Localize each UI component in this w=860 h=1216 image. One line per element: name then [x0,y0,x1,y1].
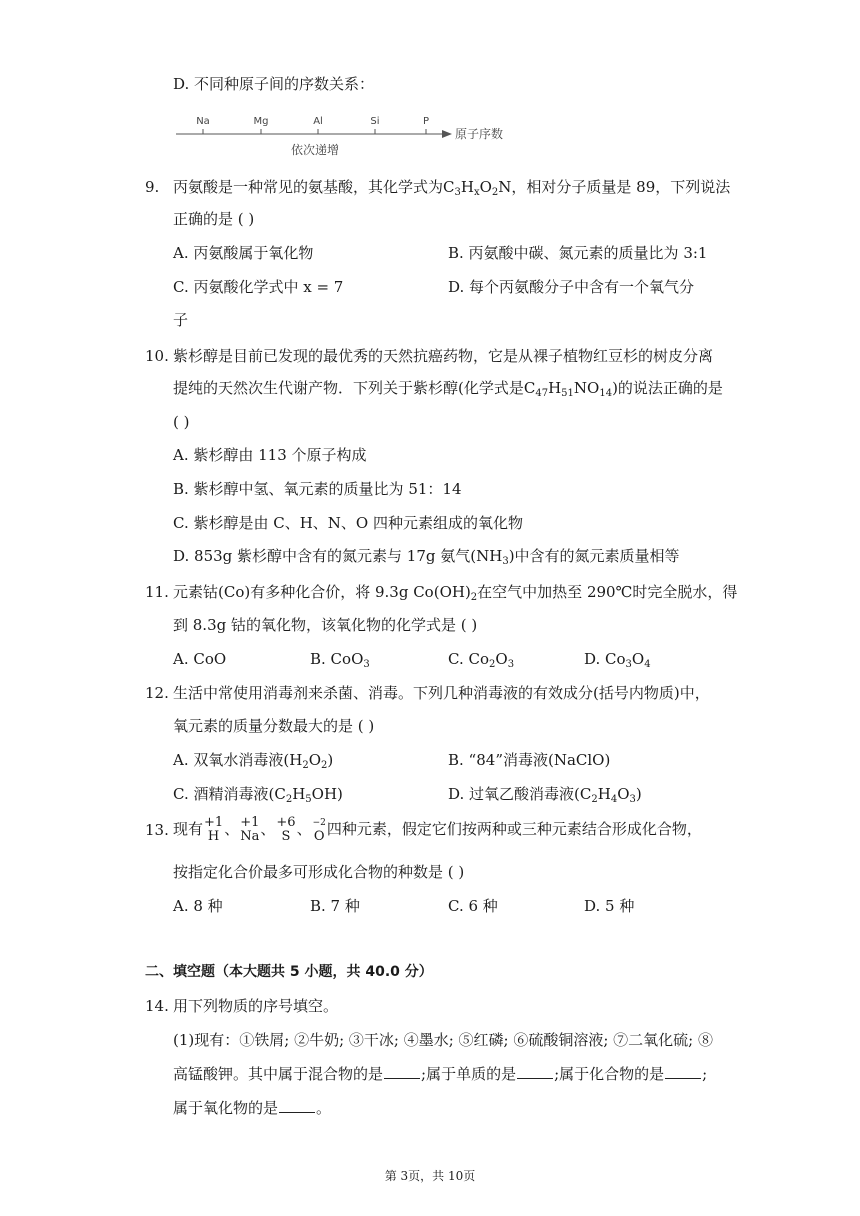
q10-option-a[interactable]: A. 紫杉醇由 113 个原子构成 [173,446,367,464]
valence-na: +1 Na [240,815,260,844]
q9-stem-line1: 丙氨酸是一种常见的氨基酸，其化学式为$C_3H_xO_2N$，相对分子质量是 89，下列说法 [173,178,731,198]
q13-option-d[interactable]: D. 5 种 [584,897,635,915]
q9-stem-line2: 正确的是 ( ) [173,210,255,228]
q11-option-c[interactable]: C. $Co_2O_3$ [448,650,515,670]
diagram-caption: 依次递增 [290,143,340,157]
diagram-element-mg: Mg [253,116,269,127]
q10-option-b[interactable]: B. 紫杉醇中氢、氧元素的质量比为 51：14 [173,480,462,498]
q9-number: 9. [145,178,160,196]
q11-number: 11. [145,583,169,601]
q12-option-d[interactable]: D. 过氧乙酸消毒液$(C_2H_4O_3)$ [448,785,642,805]
q10-option-d[interactable]: D. 853g 紫杉醇中含有的氮元素与 17g 氨气$(NH_3)$中含有的氮元素质量相等 [173,547,680,567]
q12-number: 12. [145,684,169,702]
diagram-element-na: Na [196,116,210,127]
q14-stem-line3: 高锰酸钾。其中属于混合物的是 ;属于单质的是 ;属于化合物的是 ; [173,1065,708,1083]
q13-stem-line2: 按指定化合价最多可形成化合物的种数是 ( ) [173,863,465,881]
q12-stem-line2: 氧元素的质量分数最大的是 ( ) [173,717,375,735]
q13-option-a[interactable]: A. 8 种 [173,897,223,915]
q14-stem-line1: 用下列物质的序号填空。 [173,997,339,1015]
q10-option-c[interactable]: C. 紫杉醇是由 C、H、N、O 四种元素组成的氧化物 [173,514,523,532]
q12-stem-line1: 生活中常使用消毒剂来杀菌、消毒。下列几种消毒液的有效成分(括号内物质)中， [173,684,710,702]
q9-option-a[interactable]: A. 丙氨酸属于氧化物 [173,244,314,262]
diagram-axis-label: 原子序数 [455,127,504,141]
answer-blank-mixture[interactable] [384,1064,420,1079]
q10-stem-line2: 提纯的天然次生代谢产物．下列关于紫杉醇(化学式是$C_{47}H_{51}NO_{14}$)的说法正确的是 [173,379,723,399]
q9-option-c[interactable]: C. 丙氨酸化学式中 x = 7 [173,278,344,296]
q9-option-d-continued: 子 [173,311,189,329]
q9-option-b[interactable]: B. 丙氨酸中碳、氮元素的质量比为 3:1 [448,244,708,262]
diagram-element-p: P [422,116,430,127]
valence-s: +6 S [276,815,296,844]
q8-option-d: D. 不同种原子间的序数关系： [173,75,375,93]
q13-option-b[interactable]: B. 7 种 [310,897,360,915]
answer-blank-oxide[interactable] [279,1098,315,1113]
q10-stem-line3: ( ) [173,413,190,431]
q11-option-a[interactable]: A. CoO [173,650,227,668]
q12-option-c[interactable]: C. 酒精消毒液$(C_2H_5OH)$ [173,785,343,805]
valence-o: −2 O [312,818,326,844]
section-title: 二、填空题（本大题共 5 小题，共 40.0 分） [145,964,433,980]
q11-stem-line1: 元素钴(Co)有多种化合价，将 9.3g $Co(OH)_2$在空气中加热至 290℃时完全脱水，得 [173,583,738,603]
answer-blank-element[interactable] [517,1064,553,1079]
q11-option-b[interactable]: B. CoO$_3$ [310,650,370,670]
page-footer: 第 3页，共 10页 [384,1169,476,1183]
q14-number: 14. [145,997,169,1015]
q14-stem-line4: 属于氧化物的是 。 [173,1099,332,1117]
q13-stem-line1: 现有 +1 H 、 +1 Na 、 +6 S 、 −2 O 四种元素，假定它们按两种或三种元素结合形成化合物， [173,815,702,844]
q11-stem-line2: 到 8.3g 钴的氧化物，该氧化物的化学式是 ( ) [173,616,478,634]
atomic-number-diagram [170,108,520,160]
valence-h: +1 H [204,815,224,844]
q12-option-a[interactable]: A. 双氧水消毒液$(H_2O_2)$ [173,751,334,771]
q9-option-d[interactable]: D. 每个丙氨酸分子中含有一个氧气分 [448,278,695,296]
q14-stem-line2: (1)现有：①铁屑; ②牛奶; ③干冰; ④墨水; ⑤红磷; ⑥硫酸铜溶液; ⑦二氧化硫; ⑧ [173,1031,714,1049]
q13-option-c[interactable]: C. 6 种 [448,897,498,915]
q13-number: 13. [145,821,169,839]
diagram-element-al: Al [313,116,323,127]
q10-number: 10. [145,347,169,365]
q12-option-b[interactable]: B. “84”消毒液(NaClO) [448,751,611,769]
q10-stem-line1: 紫杉醇是目前已发现的最优秀的天然抗癌药物，它是从裸子植物红豆杉的树皮分离 [173,347,714,365]
answer-blank-compound[interactable] [665,1064,701,1079]
diagram-element-si: Si [370,116,380,127]
q11-option-d[interactable]: D. $Co_3O_4$ [584,650,651,670]
